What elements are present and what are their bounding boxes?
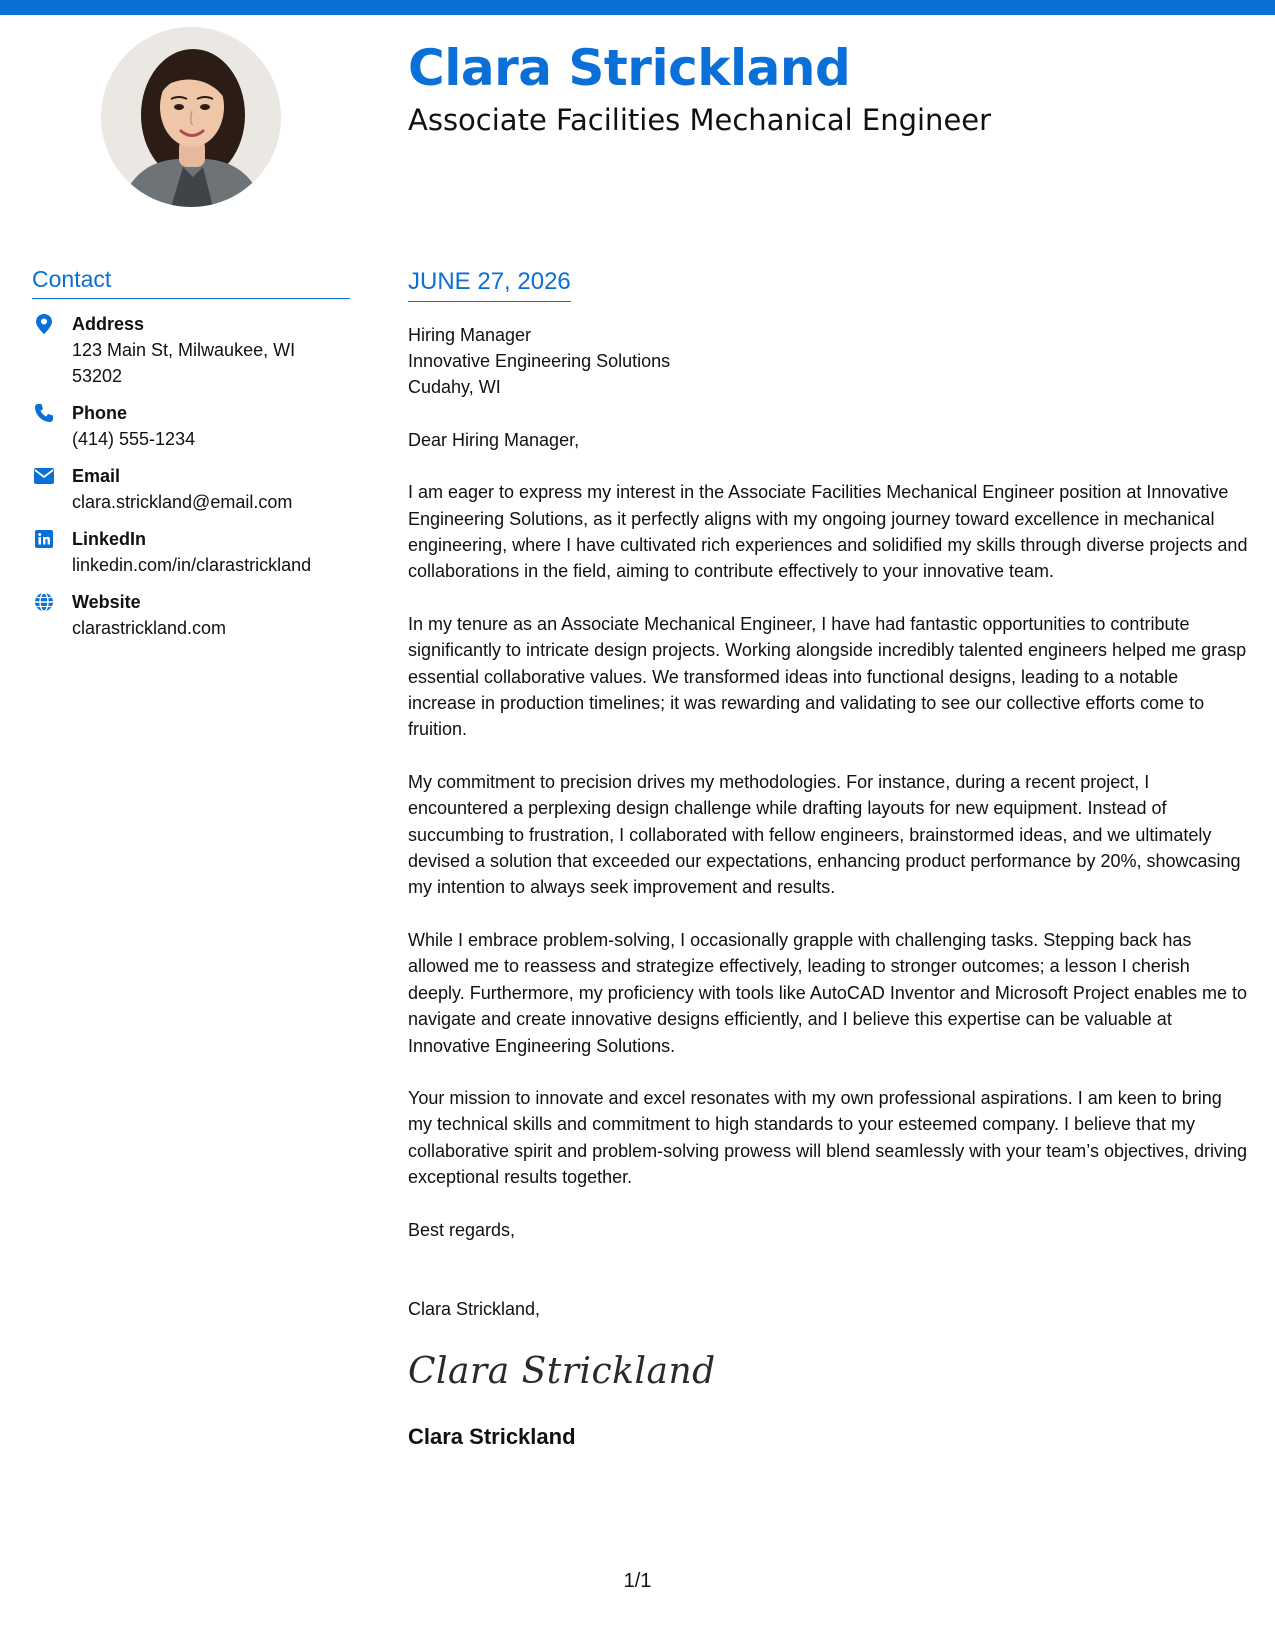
recipient-block (408, 322, 1248, 400)
contact-value[interactable]: linkedin.com/in/clarastrickland (72, 554, 312, 575)
contact-heading: Contact (32, 266, 350, 299)
contact-item-email (32, 463, 350, 515)
letter-paragraph: Your mission to innovate and excel resonates with my own professional aspirations. I am keen to bring my technical skills and commitment to high standards to your esteemed company. I believe that my collaborative spirit and problem-solving prowess will blend seamlessly with your team’s objectives, driving exceptional results together. (408, 1087, 1248, 1188)
contact-value: 123 Main St, Milwaukee, WI 53202 (72, 339, 296, 386)
letter-date: JUNE 27, 2026 (408, 268, 571, 302)
contact-value: (414) 555-1234 (72, 428, 196, 449)
letter-paragraph: I am eager to express my interest in the Associate Facilities Mechanical Engineer position at Innovative Engineering Solutions, as it perfectly aligns with my ongoing journey toward excellence in mechanical engineering, where I have cultivated rich experiences and solidified my skills through diverse projects and collaborations in the field, aiming to contribute effectively to your innovative team. (408, 482, 1248, 582)
cover-letter-body (408, 268, 1248, 1450)
profile-photo (101, 27, 281, 207)
salutation: Dear Hiring Manager, (408, 429, 580, 450)
contact-value[interactable]: clarastrickland.com (72, 617, 227, 638)
letter-paragraph: My commitment to precision drives my methodologies. For instance, during a recent project, I encountered a perplexing design challenge while drafting layouts for new equipment. Instead of succumbing to frustration, I collaborated with fellow engineers, brainstormed ideas, and we ultimately devised a solution that exceeded our expectations, enhancing product performance by 20%, showcasing my intention to always seek improvement and results. (408, 771, 1241, 898)
closing: Best regards, (408, 1219, 516, 1240)
candidate-name: Clara Strickland (408, 39, 851, 97)
top-accent-bar (0, 0, 1275, 15)
linkedin-icon (34, 529, 54, 549)
recipient-line: Innovative Engineering Solutions (408, 350, 671, 371)
contact-item-website (32, 589, 350, 641)
signoff-name: Clara Strickland, (408, 1298, 541, 1319)
contact-label: Address (72, 313, 145, 334)
recipient-line: Cudahy, WI (408, 376, 501, 397)
letter-paragraph: In my tenure as an Associate Mechanical Engineer, I have had fantastic opportunities to contribute significantly to intricate design projects. Working alongside incredibly talented engineers helped me grasp essential collaborative values. We transformed ideas into functional designs, leading to a notable increase in production timelines; it was rewarding and validating to see our collective efforts come to fruition. (408, 613, 1247, 740)
recipient-line: Hiring Manager (408, 324, 532, 345)
contact-label: Phone (72, 402, 128, 423)
handwritten-signature: Clara Strickland (408, 1351, 716, 1393)
globe-icon (34, 592, 54, 612)
contact-sidebar (32, 266, 350, 652)
contact-label: LinkedIn (72, 528, 147, 549)
candidate-job-title: Associate Facilities Mechanical Engineer (408, 103, 992, 137)
letter-paragraph: While I embrace problem-solving, I occasionally grapple with challenging tasks. Stepping back has allowed me to reassess and strategize effectively, leading to stronger outcomes; a lesson I cherish deeply. Furthermore, my proficiency with tools like AutoCAD Inventor and Microsoft Project enables me to navigate and create innovative designs efficiently, and I believe this expertise can be valuable at Innovative Engineering Solutions. (408, 929, 1248, 1056)
contact-value: clara.strickland@email.com (72, 491, 293, 512)
contact-item-phone (32, 400, 350, 452)
contact-label: Website (72, 591, 141, 612)
phone-icon (34, 403, 54, 423)
contact-item-address (32, 311, 350, 389)
email-icon (34, 466, 54, 486)
location-pin-icon (34, 314, 54, 334)
printed-name: Clara Strickland (408, 1423, 576, 1449)
contact-item-linkedin (32, 526, 350, 578)
page-number: 1/1 (623, 1570, 652, 1592)
contact-label: Email (72, 465, 121, 486)
